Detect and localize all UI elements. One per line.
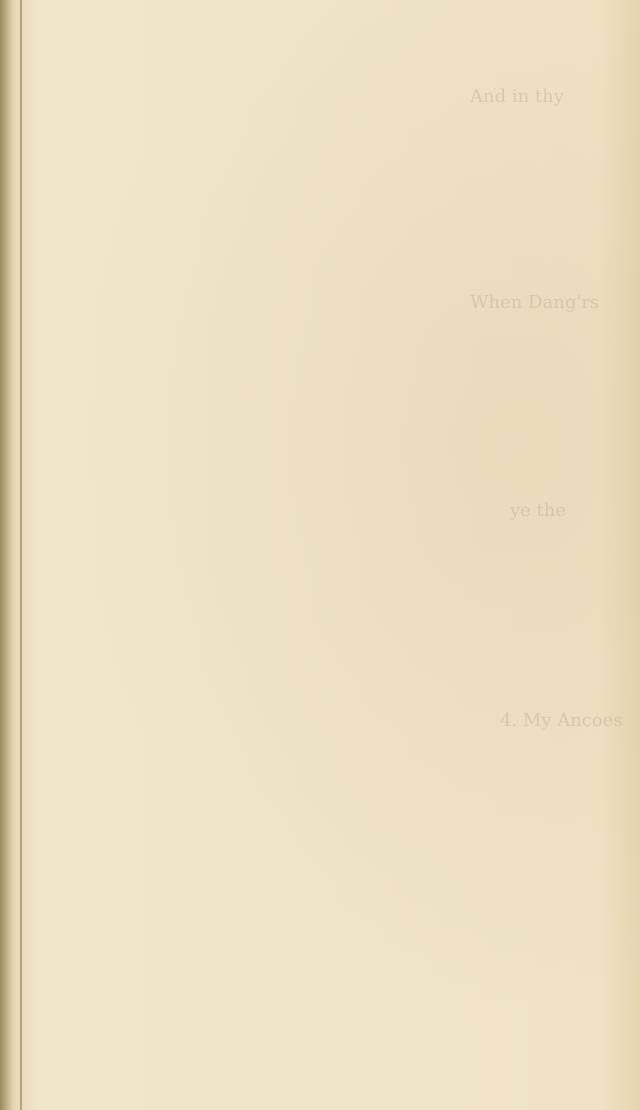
show-through-text: And in thy: [470, 86, 564, 107]
show-through-text: 4. My Ancoes: [500, 710, 623, 731]
gutter-rule: [20, 0, 22, 1110]
show-through-text: When Dang'rs: [470, 292, 600, 313]
page-gutter: [0, 0, 14, 1110]
show-through-text: ye the: [510, 500, 567, 521]
